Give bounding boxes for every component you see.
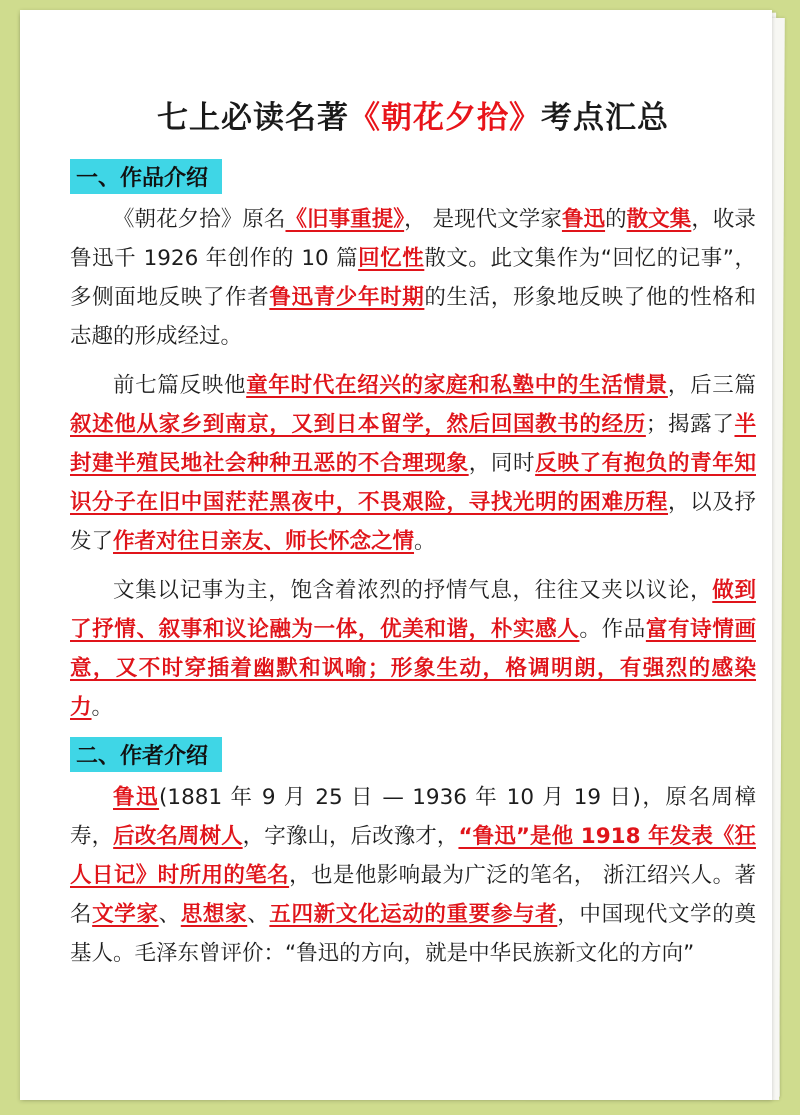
- document-page: [20, 10, 772, 1100]
- text-run: 。作品: [579, 617, 646, 642]
- key-point-highlight: 五四新文化运动的重要参与者: [269, 902, 558, 927]
- text-run: 前七篇反映他: [113, 373, 247, 398]
- paragraph: [70, 366, 756, 561]
- document-content: [70, 92, 756, 983]
- key-point-highlight: 文学家: [92, 902, 159, 927]
- key-point-highlight: 叙述他从家乡到南京，又到日本留学，然后回国教书的经历: [70, 412, 646, 437]
- text-run: ，同时: [468, 451, 536, 476]
- text-run: 、: [158, 902, 181, 927]
- title-book: 《朝花夕拾》: [349, 100, 541, 136]
- section-work-intro: [70, 159, 756, 727]
- key-point-highlight: 回忆性: [358, 246, 425, 271]
- key-point-highlight: 童年时代在绍兴的家庭和私塾中的生活情景: [246, 373, 668, 398]
- key-point-highlight: 后改名周树人: [113, 824, 243, 849]
- text-run: ，后三篇: [667, 373, 756, 398]
- key-point-highlight: 作者对往日亲友、师长怀念之情: [113, 529, 415, 554]
- key-point-highlight: 鲁迅: [113, 785, 160, 810]
- text-run: 散文。此文集作为“回忆的记事”，多侧面地反映了作者: [70, 246, 756, 310]
- text-run: ，字豫山，后改豫才，: [242, 824, 459, 849]
- key-point-highlight: 鲁迅青少年时期: [269, 285, 425, 310]
- section-heading: 二、作者介绍: [70, 737, 222, 772]
- text-run: 《朝花夕拾》原名: [113, 207, 286, 232]
- key-point-highlight: 反映了有抱负的青年知识分子在旧中国茫茫黑夜中，不畏艰险，寻找光明的困难历程: [70, 451, 756, 515]
- text-run: 。: [91, 695, 114, 720]
- text-run: 的: [605, 207, 627, 232]
- text-run: 、: [247, 902, 270, 927]
- section-heading: 一、作品介绍: [70, 159, 222, 194]
- text-run: ， 是现代文学家: [404, 207, 562, 232]
- text-run: ，收录鲁迅千 1926 年创作的 10 篇: [70, 207, 756, 271]
- text-run: 的生活，形象地反映了他的性格和志趣的形成经过。: [70, 285, 756, 349]
- key-point-highlight: “鲁迅”是他 1918 年发表《狂人日记》时所用的笔名: [70, 824, 756, 888]
- text-run: ，以及抒发了: [70, 490, 756, 554]
- text-run: 文集以记事为主，饱含着浓烈的抒情气息，往往又夹以议论，: [113, 578, 713, 603]
- text-run: 。: [414, 529, 436, 554]
- key-point-highlight: 散文集: [626, 207, 692, 232]
- key-point-highlight: 富有诗情画意，又不时穿插着幽默和讽喻；形象生动，格调明朗，有强烈的感染力: [70, 617, 756, 720]
- key-point-highlight: 鲁迅: [561, 207, 606, 232]
- title-suffix: 考点汇总: [541, 100, 669, 136]
- text-run: ，也是他影响最为广泛的笔名， 浙江绍兴人。著名: [70, 863, 756, 927]
- key-point-highlight: 半封建半殖民地社会种种丑恶的不合理现象: [70, 412, 756, 476]
- text-run: ，中国现代文学的奠基人。毛泽东曾评价：“鲁迅的方向，就是中华民族新文化的方向”: [70, 902, 756, 966]
- key-point-highlight: 思想家: [180, 902, 248, 927]
- text-run: (1881 年 9 月 25 日 — 1936 年 10 月 19 日)，原名周樟寿，: [70, 785, 756, 849]
- paragraph: [70, 571, 756, 727]
- section-author-intro: [70, 737, 756, 973]
- title-prefix: 七上必读名著: [157, 100, 349, 136]
- paragraph: [70, 200, 756, 356]
- key-point-highlight: 《旧事重提》: [285, 207, 405, 232]
- paragraph: [70, 778, 756, 973]
- key-point-highlight: 做到了抒情、叙事和议论融为一体，优美和谐，朴实感人: [70, 578, 756, 642]
- page-title: [70, 92, 756, 137]
- text-run: ；揭露了: [645, 412, 735, 437]
